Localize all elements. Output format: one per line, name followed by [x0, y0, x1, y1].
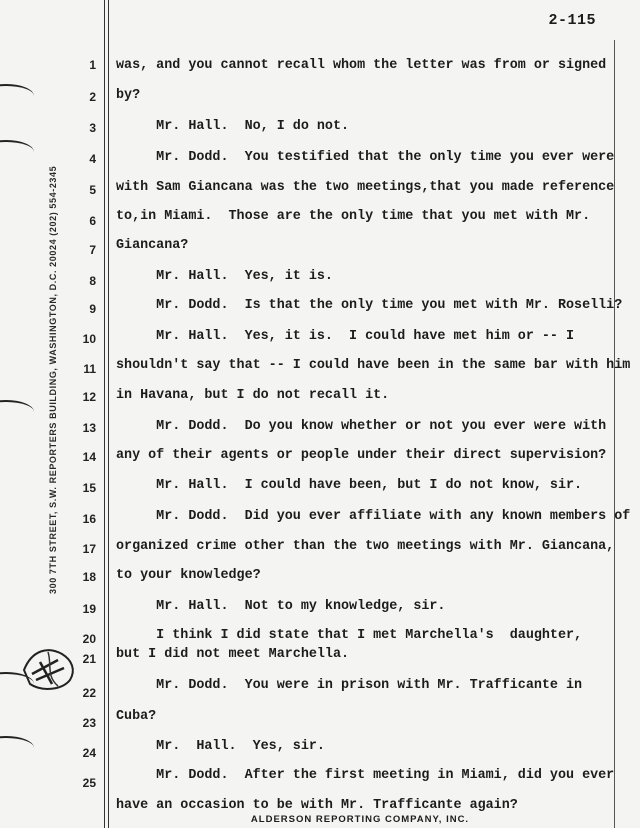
- transcript-line: but I did not meet Marchella.: [116, 647, 350, 662]
- line-number: 4: [89, 152, 96, 166]
- transcript-line: Mr. Dodd. Did you ever affiliate with any known members of: [116, 509, 631, 524]
- margin-rule: [108, 0, 109, 828]
- line-number: 17: [82, 542, 96, 556]
- transcript-line: Mr. Hall. I could have been, but I do not know, sir.: [116, 478, 583, 493]
- line-number: 18: [82, 570, 96, 584]
- line-number: 12: [82, 390, 96, 404]
- transcript-line: Mr. Dodd. You testified that the only time you ever were: [116, 150, 615, 165]
- line-number: 11: [83, 362, 96, 376]
- transcript-line: Mr. Dodd. After the first meeting in Miami, did you ever: [116, 768, 615, 783]
- reporting-company-name: ALDERSON REPORTING COMPANY, INC.: [250, 814, 470, 825]
- page-footer: [0, 814, 640, 825]
- transcript-line: organized crime other than the two meetings with Mr. Giancana,: [116, 539, 615, 554]
- transcript-line: Mr. Dodd. Is that the only time you met with Mr. Roselli?: [116, 298, 623, 313]
- line-number: 21: [82, 652, 96, 666]
- transcript-line: have an occasion to be with Mr. Trafficante again?: [116, 798, 518, 813]
- transcript-line: any of their agents or people under their direct supervision?: [116, 448, 607, 463]
- line-number: 13: [82, 421, 96, 435]
- line-number: 14: [82, 450, 96, 464]
- transcript-line: Mr. Hall. Yes, it is. I could have met him or -- I: [116, 329, 575, 344]
- binding-hole-mark: [0, 140, 34, 164]
- line-number: 10: [82, 332, 96, 346]
- line-number: 3: [89, 121, 96, 135]
- transcript-line: by?: [116, 88, 141, 103]
- transcript-line: to your knowledge?: [116, 568, 261, 583]
- line-number: 6: [89, 214, 96, 228]
- transcript-line: was, and you cannot recall whom the letter was from or signed: [116, 58, 607, 73]
- binding-hole-mark: [0, 736, 34, 760]
- line-number: 7: [89, 243, 96, 257]
- line-number: 19: [82, 602, 96, 616]
- transcript-line: in Havana, but I do not recall it.: [116, 388, 390, 403]
- line-number: 24: [82, 746, 96, 760]
- transcript-line: Mr. Hall. No, I do not.: [116, 119, 350, 134]
- line-number: 9: [89, 302, 96, 316]
- line-number: 8: [89, 274, 96, 288]
- line-number: 22: [82, 686, 96, 700]
- line-number: 16: [82, 512, 96, 526]
- line-number: 1: [89, 58, 96, 72]
- transcript-line: Mr. Hall. Not to my knowledge, sir.: [116, 599, 446, 614]
- line-number: 25: [82, 776, 96, 790]
- line-number: 2: [89, 90, 96, 104]
- line-number: 15: [82, 481, 96, 495]
- transcript-line: Giancana?: [116, 238, 189, 253]
- line-number: 23: [82, 716, 96, 730]
- transcript-line: Mr. Hall. Yes, it is.: [116, 269, 333, 284]
- transcript-line: Mr. Hall. Yes, sir.: [116, 739, 325, 754]
- page-number: 2-115: [548, 12, 596, 29]
- transcript-line: Cuba?: [116, 709, 157, 724]
- transcript-line: Mr. Dodd. Do you know whether or not you ever were with: [116, 419, 607, 434]
- binding-hole-mark: [0, 84, 34, 108]
- transcript-line: Mr. Dodd. You were in prison with Mr. Trafficante in: [116, 678, 583, 693]
- line-number: 5: [89, 183, 96, 197]
- margin-rule: [104, 0, 105, 828]
- binding-hole-mark: [0, 400, 34, 424]
- transcript-line: shouldn't say that -- I could have been in the same bar with him: [116, 358, 631, 373]
- transcript-line: I think I did state that I met Marchella's daughter,: [116, 628, 583, 643]
- reporter-address-margin: 300 7TH STREET, S.W. REPORTERS BUILDING, WASHINGTON, D.C. 20024 (202) 554-2345: [48, 165, 58, 595]
- transcript-line: with Sam Giancana was the two meetings,that you made reference: [116, 180, 615, 195]
- line-number: 20: [82, 632, 96, 646]
- stamp-mark-icon: [18, 640, 82, 696]
- transcript-line: to,in Miami. Those are the only time that you met with Mr.: [116, 209, 591, 224]
